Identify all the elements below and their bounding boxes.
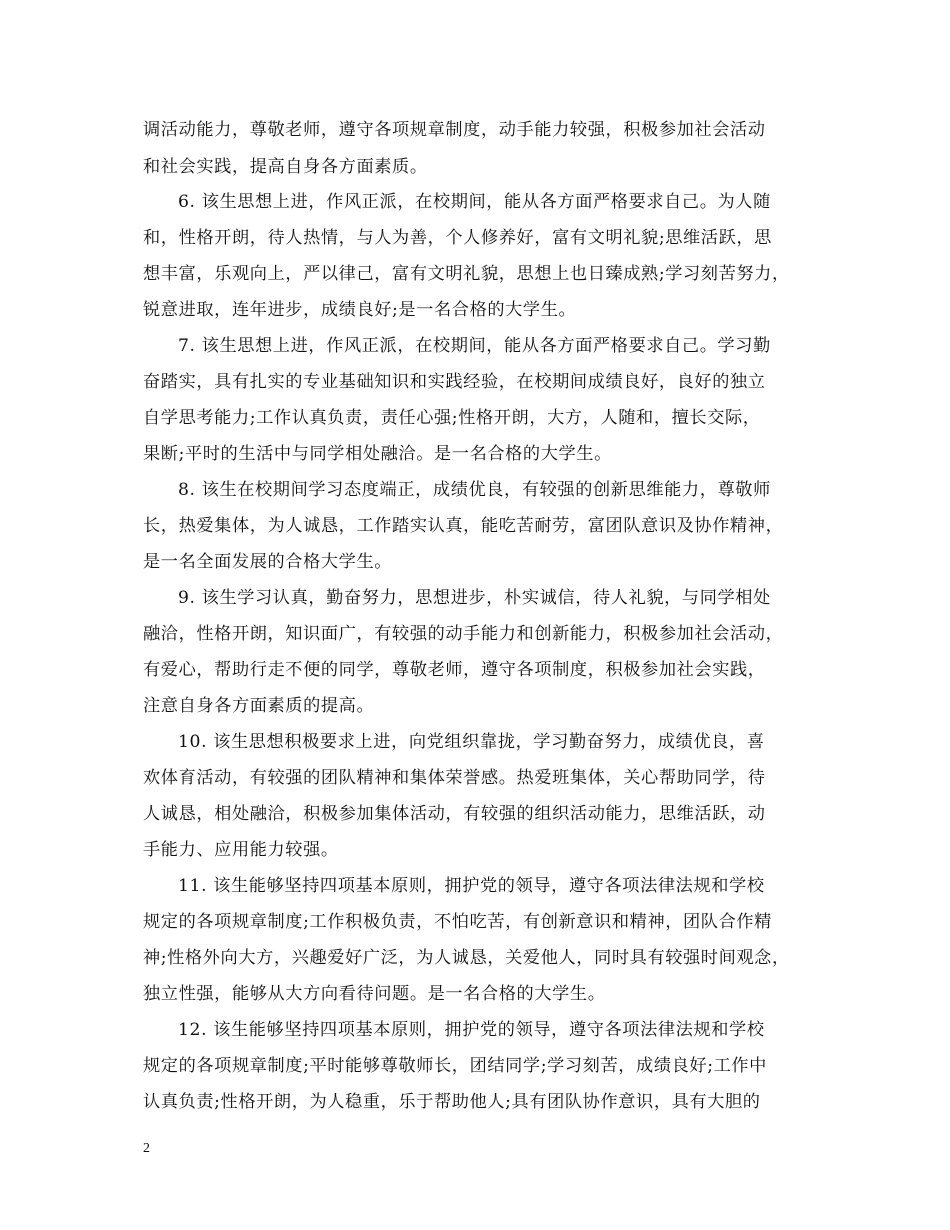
text-line: 想丰富，乐观向上，严以律己，富有文明礼貌，思想上也日臻成熟;学习刻苦努力， xyxy=(143,264,790,284)
text-line: 注意自身各方面素质的提高。 xyxy=(143,696,375,716)
text-line: 神;性格外向大方，兴趣爱好广泛，为人诚恳，关爱他人，同时具有较强时间观念， xyxy=(143,948,790,968)
paragraph-7-line: 7. 该生思想上进，作风正派，在校期间，能从各方面严格要求自己。学习勤 xyxy=(178,336,771,356)
paragraph-8-line: 8. 该生在校期间学习态度端正，成绩优良，有较强的创新思维能力，尊敬师 xyxy=(178,480,771,500)
page-number: 2 xyxy=(143,1141,150,1156)
paragraph-12-line: 12. 该生能够坚持四项基本原则，拥护党的领导，遵守各项法律法规和学校 xyxy=(178,1020,765,1040)
text-line: 调活动能力，尊敬老师，遵守各项规章制度，动手能力较强，积极参加社会活动 xyxy=(143,120,766,140)
text-line: 融洽，性格开朗，知识面广，有较强的动手能力和创新能力，积极参加社会活动， xyxy=(143,624,784,644)
text-line: 和，性格开朗，待人热情，与人为善，个人修养好，富有文明礼貌;思维活跃，思 xyxy=(143,228,772,248)
text-line: 果断;平时的生活中与同学相处融洽。是一名合格的大学生。 xyxy=(143,444,612,464)
text-line: 自学思考能力;工作认真负责，责任心强;性格开朗，大方，人随和，擅长交际， xyxy=(143,408,761,428)
text-line: 欢体育活动，有较强的团队精神和集体荣誉感。热爱班集体，关心帮助同学，待 xyxy=(143,768,766,788)
paragraph-10-line: 10. 该生思想积极要求上进，向党组织靠拢，学习勤奋努力，成绩优良，喜 xyxy=(178,732,765,752)
text-line: 规定的各项规章制度;工作积极负责，不怕吃苦，有创新意识和精神，团队合作精 xyxy=(143,912,772,932)
text-line: 和社会实践，提高自身各方面素质。 xyxy=(143,157,428,177)
text-line: 认真负责;性格开朗，为人稳重，乐于帮助他人;具有团队协作意识，具有大胆的 xyxy=(143,1092,761,1112)
text-line: 独立性强，能够从大方向看待问题。是一名合格的大学生。 xyxy=(143,984,606,1004)
text-line: 长，热爱集体，为人诚恳，工作踏实认真，能吃苦耐劳，富团队意识及协作精神， xyxy=(143,516,784,536)
paragraph-11-line: 11. 该生能够坚持四项基本原则，拥护党的领导，遵守各项法律法规和学校 xyxy=(178,876,765,896)
text-line: 奋踏实，具有扎实的专业基础知识和实践经验，在校期间成绩良好，良好的独立 xyxy=(143,372,766,392)
text-line: 是一名全面发展的合格大学生。 xyxy=(143,552,393,572)
text-line: 有爱心，帮助行走不便的同学，尊敬老师，遵守各项制度，积极参加社会实践， xyxy=(143,660,766,680)
text-line: 规定的各项规章制度;平时能够尊敬师长，团结同学;学习刻苦，成绩良好;工作中 xyxy=(143,1056,767,1076)
text-line: 锐意进取，连年进步，成绩良好;是一名合格的大学生。 xyxy=(143,300,577,320)
paragraph-6-line: 6. 该生思想上进，作风正派，在校期间，能从各方面严格要求自己。为人随 xyxy=(178,192,771,212)
paragraph-9-line: 9. 该生学习认真，勤奋努力，思想进步，朴实诚信，待人礼貌，与同学相处 xyxy=(178,588,771,608)
text-line: 手能力、应用能力较强。 xyxy=(143,840,339,860)
text-line: 人诚恳，相处融洽，积极参加集体活动，有较强的组织活动能力，思维活跃，动 xyxy=(143,804,766,824)
